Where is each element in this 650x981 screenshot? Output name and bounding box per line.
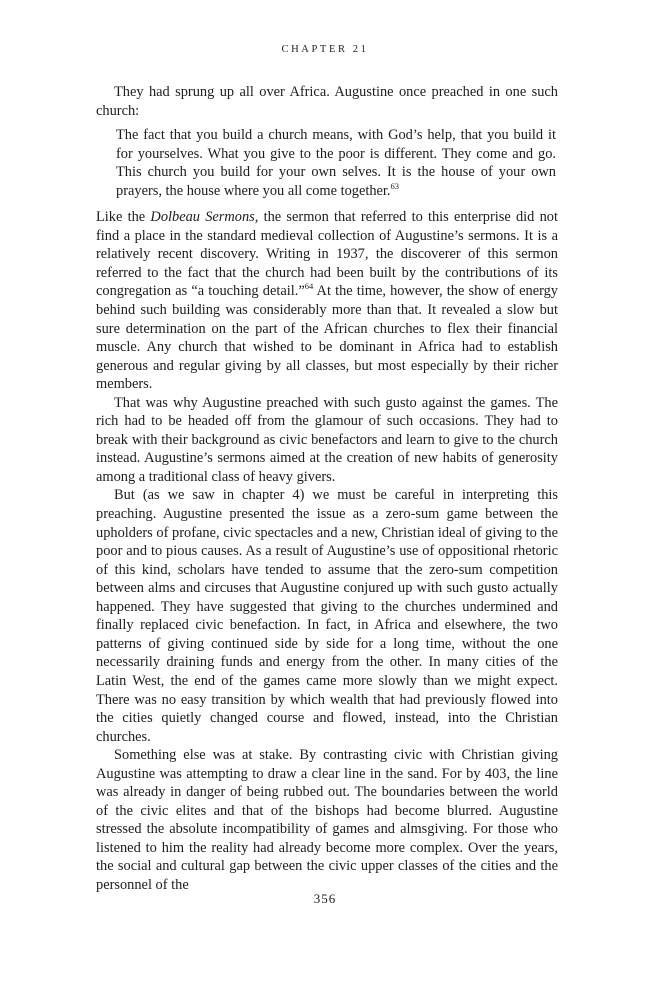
footnote-ref-63: 63 — [390, 180, 400, 191]
book-title-italic: Dolbeau Sermons, — [150, 209, 259, 226]
paragraph-dolbeau-middle: the sermon that referred to this enterprise did not find a place in the standard medieval collection of Augustine’s sermons. It is a relatively recent discovery. Writing in 1937, the discoverer of this sermon referred to the fact that the church had been built by the contributions of its congregation as “a touching detail.” — [96, 209, 558, 300]
paragraph-dolbeau — [96, 208, 558, 393]
body-text — [96, 83, 558, 895]
paragraph-intro: They had sprung up all over Africa. Augustine once preached in one such church: — [96, 84, 558, 119]
footnote-ref-64: 64 — [304, 281, 314, 292]
page-number: 356 — [313, 891, 337, 906]
block-quote-text: The fact that you build a church means, with God’s help, that you build it for yourselves. What you give to the poor is different. They come and go. This church you build for your own selves. It is the house of your own prayers, the house where you all come together. — [116, 127, 556, 199]
paragraph-stakes: Something else was at stake. By contrasting civic with Christian giving Augustine was attempting to draw a clear line in the sand. For by 403, the line was already in danger of being rubbed out. The boundaries between the world of the civic elites and that of the bishops had become blurred. Augustine stressed the absolute incompatibility of games and almsgiving. For those who listened to him the reality had already become more complex. Over the years, the social and cultural gap between the civic upper classes of the cities and the personnel of the — [96, 747, 558, 893]
paragraph-interpretation: But (as we saw in chapter 4) we must be careful in interpreting this preaching. Augustine presented the issue as a zero-sum game between the upholders of profane, civic spectacles and a new, Christian ideal of giving to the poor and to pious causes. As a result of Augustine’s use of oppositional rhetoric of this kind, scholars have tended to assume that the zero-sum competition between alms and circuses that Augustine conjured up with such gusto actually happened. They have suggested that giving to the churches undermined and finally replaced civic benefaction. In fact, in Africa and elsewhere, the two patterns of giving continued side by side for a long time, without the one necessarily draining funds and energy from the other. In many cities of the Latin West, the end of the games came more slowly than we might expect. There was no easy transition by which wealth that had previously flowed into the cities quietly changed course and flowed, instead, into the Christian churches. — [96, 487, 558, 745]
block-quote — [116, 126, 556, 200]
running-head: CHAPTER 21 — [281, 44, 369, 55]
paragraph-dolbeau-end: At the time, however, the show of energy behind such building was considerably more than that. It revealed a slow but sure determination on the part of the African churches to flex their financial muscle. Any church that wished to be dominant in Africa had to establish generous and regular giving by all classes, but most especially by their richer members. — [96, 283, 559, 393]
paragraph-games: That was why Augustine preached with such gusto against the games. The rich had to be headed off from the glamour of such occasions. They had to break with their background as civic benefactors and learn to give to the church instead. Augustine’s sermons aimed at the creation of new habits of generosity among a traditional class of heavy givers. — [96, 394, 558, 485]
paragraph-dolbeau-start: Like the — [96, 209, 151, 226]
